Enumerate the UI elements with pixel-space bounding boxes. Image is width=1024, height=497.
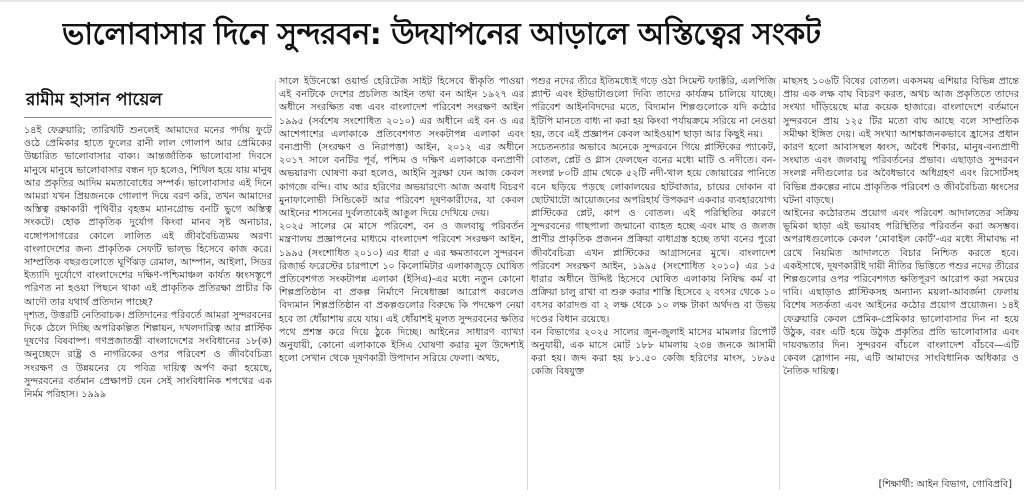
article-column-1 [24, 124, 272, 495]
article-column-2 [279, 75, 524, 495]
column-3-paragraph-3: বন বিভাগের ২০২৫ সালের জুন-জুলাই মাসের মামলার রিপোর্ট অনুযায়ী, এক মাসে মোট ১৮৮ মামলায় ২৩৪ জনকে আসামী করা হয়। জব্দ করা হয় ৮১.৫০ কেজি হরিণের মাংস, ১৮৯৫ কেজি বিষযুক্ত [531, 326, 776, 378]
top-border [0, 0, 1024, 2]
article-column-4 [783, 75, 1019, 470]
article-column-3 [531, 75, 776, 495]
author-credit: [শিক্ষার্থী: আইন বিভাগ, গোবিপ্রবি] [878, 479, 1012, 490]
column-3-paragraph-2: সচেতনতার অভাবে অনেকে সুন্দরবনে গিয়ে প্লাস্টিকের প্যাকেট, বোতল, প্লেট ও গ্লাস ফেলছেন বনের মধ্যে মাটি ও নদীতে। বন-সংলগ্ন ৮০টি গ্রাম থেকে ৫২টি নদী-খাল হয়ে জোয়ারের পানিতে বনে ছড়িয়ে পড়ছে লোকালয়ের হাটবাজার, চায়ের দোকান বা ছোটখাটো আয়োজনের অপরিহার্য উপকরণ একবার ব্যবহারযোগ্য প্লাস্টিকের প্লেট, কাপ ও বোতল। এই পরিস্থিতির কারণে সুন্দরবনের গাছপালা জন্মানো ব্যাহত হচ্ছে এবং মাছ ও জলজ প্রাণীর প্রাকৃতিক প্রজনন প্রক্রিয়া বাধাগ্রস্ত হচ্ছে তথা বনের পুরো জীববৈচিত্র্য এখন প্লাস্টিকের আগ্রাসনের মুখে। বাংলাদেশ পরিবেশ সংরক্ষণ আইন, ১৯৯৫ (সংশোধিত ২০১০) এর ১৫ ধারার অধীনে উদ্দিষ্ট হিসেবে ঘোষিত এলাকায় নিষিদ্ধ কর্ম বা প্রক্রিয়া চালু রাখা বা শুরু করার শাস্তি হিসেবে ২ বৎসর থেকে ১০ বৎসর কারাদণ্ড বা ২ লক্ষ থেকে ১০ লক্ষ টাকা অর্থদণ্ড বা উভয় দণ্ডের বিধান রয়েছে। [531, 142, 776, 325]
byline: রামীম হাসান পায়েল [26, 90, 163, 110]
column-1-paragraph-2: দৃশ্যত, উত্তরটি নেতিবাচক। প্রতিদানের পরিবর্তে আমরা সুন্দরবনের দিকে ঠেলে দিচ্ছি অপরিকল্পিত শিল্পায়ন, দখলদারিত্ব আর প্লাস্টিক দূষণের বিষবাষ্প। গণপ্রজাতন্ত্রী বাংলাদেশের সংবিধানের ১৮(ক) অনুচ্ছেদে রাষ্ট্র ও নাগরিকের ওপর পরিবেশ ও জীববৈচিত্র্য সংরক্ষণ ও উন্নয়নের যে পবিত্র দায়িত্ব অর্পণ করা হয়েছে, সুন্দরবনের বর্তমান প্রেক্ষাপট যেন সেই সাংবিধানিক শপথের এক নির্মম পরিহাস। ১৯৯৯ [24, 309, 272, 401]
column-2-paragraph-1: সালে ইউনেস্কো ওয়ার্ল্ড হেরিটেজ সাইট হিসেবে স্বীকৃতি পাওয়া এই বনটিকে দেশের প্রচলিত আইন তথা বন আইন ১৯২৭ এর অধীনে সংরক্ষিত বন্ধ এবং বাংলাদেশ পরিবেশ সংরক্ষণ আইন ১৯৯৫ (সর্বশেষ সংশোধিত ২০১০) এর অধীনে এই বন ও এর আশেপাশের এলাকাকে প্রতিবেশগত সংকটাপন্ন এলাকা এবং বন্যপ্রাণী (সংরক্ষণ ও নিরাপত্তা) আইন, ২০১২ এর অধীনে ২০১৭ সালে বনটির পূর্ব, পশ্চিম ও দক্ষিণ এলাকাকে বন্যপ্রাণী অভয়ারণ্য ঘোষণা করা হলেও, আইনি সুরক্ষা যেন আজ কেবল কাগজে বন্দি। বাঘ আর হরিণের অভয়ারণ্যে আজ অবাধ বিচরণ মুনাফালোভী সিন্ডিকেট আর পরিবেশ দূষণকারীদের, যা কেবল আইনের শাসনের দুর্বলতাকেই আঙুল দিয়ে দেখিয়ে দেয়। [279, 76, 524, 220]
column-divider [779, 80, 780, 490]
column-4-paragraph-2: আইনের কঠোরতম প্রয়োগ এবং পরিবেশ আদালতের সক্রিয় ভূমিকা ছাড়া এই ভয়াবহ পরিস্থিতির পরিবর্তন করা অসম্ভব। অপরাধগুলোকে কেবল ‘মোবাইল কোর্ট’-এর মধ্যে সীমাবদ্ধ না রেখে নিয়মিত আদালতে বিচার নিশ্চিত করতে হবে। একইসাথে, দূষণকারীই দায়ী নীতির ভিত্তিতে পশুর নদের তীরের শিল্পগুলোর ওপর পরিবেশগত ক্ষতিপূরণ আরোপ করা সময়ের দাবি। এছাড়াও প্লাস্টিকসহ অন্যান্য ময়লা-আবর্জনা ফেলায় বিশেষ সতর্কতা এবং আইনের কঠোর প্রয়োগ প্রয়োজন। ১৪ই ফেব্রুয়ারি কেবল প্রেমিক-প্রেমিকার ভালোবাসার দিন না হয়ে উঠুক, বরং এটি হয়ে উঠুক প্রকৃতির প্রতি ভালোবাসার এবং দায়বদ্ধতার দিন। সুন্দরবন বাঁচলে বাংলাদেশ বাঁচবে—এটি কেবল স্লোগান নয়, এটি আমাদের সাংবিধানিক অধিকার ও নৈতিক দায়িত্ব। [783, 208, 1019, 378]
headline: ভালোবাসার দিনে সুন্দরবন: উদযাপনের আড়ালে অস্তিত্বের সংকট [62, 16, 821, 52]
column-1-paragraph-1: ১৪ই ফেব্রুয়ারি; তারিখটি শুনলেই আমাদের মনের পর্দায় ফুটে ওঠে প্রেমিকার হাতে ফুলের রানী লাল গোলাপ আর প্রেমিকের উচ্চারিত ভালোবাসার বাক্য। আন্তর্জাতিক ভালোবাসা দিবসে মানুষে মানুষে ভালোবাসার বন্ধন দৃঢ় হলেও, শিথিল হয়ে যায় মানুষ আর প্রকৃতির আদিম মমতাবোধের সম্পর্ক। ভালোবাসার এই দিনে আমরা যখন প্রিয়জনকে গোলাপ দিয়ে বরণ করি, তখন আমাদের অস্তিত্ব রক্ষাকারী পৃথিবীর বৃহত্তম ম্যানগ্রোভ বনটি ভুগে অস্তিত্ব সংকটে। হোক প্রাকৃতিক দুর্যোগ কিংবা মানব সৃষ্ট অনাচার, বঙ্গোপসাগরের কোলে লালিত এই জীববৈচিত্র্যময় অরণ্য বাংলাদেশের জন্য প্রাকৃতিক সেফটি ভাল্ভ হিসেবে কাজ করে। সাম্প্রতিক বছরগুলোতে ঘূর্ণিঝড় রেমাল, আম্পান, আইলা, সিডর ইত্যাদি দুর্যোগে বাংলাদেশের দক্ষিণ-পশ্চিমাঞ্চল কার্যত ধ্বংসস্তূপে পরিণত না হওয়া পিছনে থাকা এই প্রাকৃতিক প্রতিরক্ষা প্রাচীর কি আদৌ তার যথার্থ প্রতিদান পাচ্ছে? [24, 125, 272, 308]
byline-rule [24, 117, 272, 118]
column-3-paragraph-1: পশুর নদের তীরে ইতিমধ্যেই গড়ে ওঠা সিমেন্ট ফ্যাক্টরি, এলপিজি প্ল্যান্ট এবং ইটভাটাগুলো দিব্যি তাদের কার্যক্রম চালিয়ে যাচ্ছে। পরিবেশ আইনবিদদের মতে, বিদ্যমান শিল্পগুলোকে যদি কঠোর ইটিপি মানতে বাধ্য না করা হয় কিংবা পর্যায়ক্রমে সরিয়ে না নেওয়া হয়, তবে এই প্রজ্ঞাপন কেবল আইওয়াশ ছাড়া আর কিছুই নয়। [531, 76, 776, 140]
column-4-paragraph-1: মাছসহ ১০৬টি বিষের বোতল। একসময় এশিয়ার বিভিন্ন প্রান্তে প্রায় এক লক্ষ বাঘ বিচরণ করত, অথচ আজ প্রকৃতিতে তাদের সংখ্যা দাঁড়িয়েছে মাত্র কয়েক হাজারে। বাংলাদেশে বর্তমানে সুন্দরবনে প্রায় ১২৫ টির মতো বাঘ আছে বলে সাম্প্রতিক সমীক্ষা ইঙ্গিত দেয়। এই সংখ্যা আশঙ্কাজনকভাবে হ্রাসের প্রধান কারণ হলো আবাসস্থল ধ্বংস, অবৈধ শিকার, মানুষ-বন্যপ্রাণী সংঘাত এবং জলবায়ু পরিবর্তনের প্রভাব। এছাড়াও সুন্দরবন সংলগ্ন নদীগুলোর চর অবৈধভাবে অধিগ্রহণ এবং রিসোর্টসহ বিভিন্ন প্রকল্পের নামে প্রাকৃতিক পরিবেশ ও জীববৈচিত্র্য ধ্বংসের ঘটনা বাড়ছে। [783, 76, 1019, 206]
column-2-paragraph-2: ২০২৫ সালের মে মাসে পরিবেশ, বন ও জলবায়ু পরিবর্তন মন্ত্রণালয় প্রজ্ঞাপনের মাধ্যমে বাংলাদেশ পরিবেশ সংরক্ষণ আইন, ১৯৯৫ (সংশোধিত ২০১০) এর ধারা ৫ এর ক্ষমতাবলে সুন্দরবন রিজার্ভ ফরেস্টের চারপাশে ১০ কিলোমিটার এলাকাজুড়ে ঘোষিত প্রতিবেশগত সংকটাপন্ন এলাকা (ইসিএ)-এর মধ্যে নতুন কোনো শিল্পপ্রতিষ্ঠান বা প্রকল্প নির্মাণে নিষেধাজ্ঞা আরোপ করলেও বিদ্যমান শিল্পপ্রতিষ্ঠান বা প্রকল্পগুলোর বিরুদ্ধে কি পদক্ষেপ নেয়া হবে তা ধোঁয়াশায় রয়ে যায়। এই ধোঁয়াশই মূলত সুন্দরবনের ক্ষতির পথে প্রশস্ত করে দিয়ে ঠুকে দিচ্ছে। আইনের সাধারণ ব্যাখ্যা অনুযায়ী, কোনো এলাকাকে ইসিএ ঘোষণা করার মূল উদ্দেশ্যই হলো সেখান থেকে দূষণকারী উপাদান সরিয়ে ফেলা। অথচ, [279, 221, 524, 365]
column-divider [275, 80, 276, 490]
column-divider [527, 80, 528, 490]
headline-bar [62, 4, 1020, 66]
